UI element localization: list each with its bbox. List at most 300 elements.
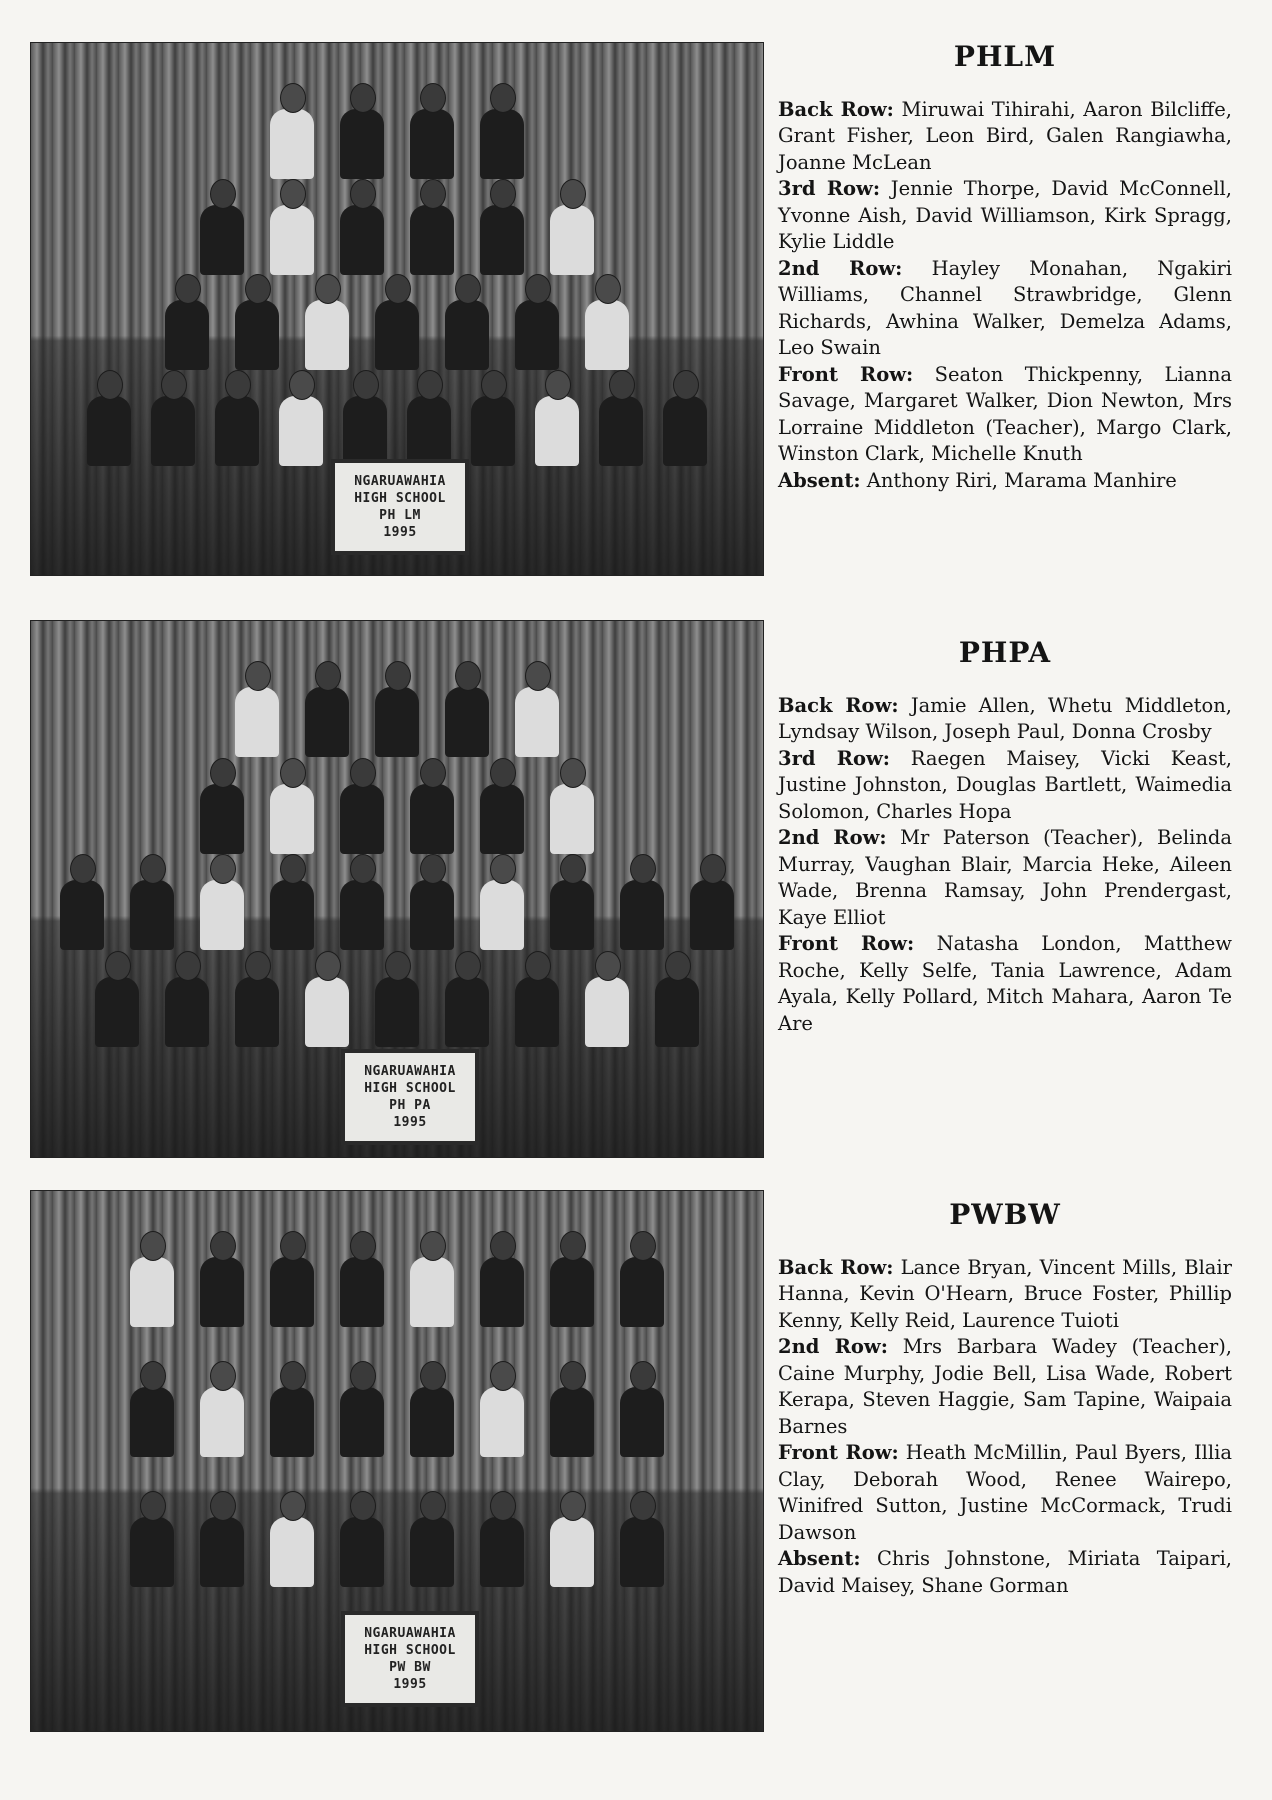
- student-figure: [620, 1231, 664, 1327]
- student-uniform: [130, 1517, 174, 1587]
- student-figure: [340, 179, 384, 275]
- class-caption-pwbw: [778, 1198, 1233, 1599]
- student-figure: [550, 179, 594, 275]
- student-figure: [235, 951, 279, 1047]
- student-figure: [305, 951, 349, 1047]
- student-head: [420, 1361, 446, 1391]
- student-figure: [515, 951, 559, 1047]
- class-photo-pwbw: [30, 1190, 764, 1732]
- student-figure: [340, 1361, 384, 1457]
- student-head: [210, 758, 236, 788]
- row-label: 2nd Row:: [778, 1335, 888, 1358]
- student-figure: [130, 854, 174, 950]
- row-label: Absent:: [778, 1547, 861, 1570]
- sign-line-year: 1995: [393, 1677, 427, 1692]
- student-figure: [200, 854, 244, 950]
- student-head: [140, 1491, 166, 1521]
- student-head: [490, 1231, 516, 1261]
- student-figure: [445, 274, 489, 370]
- student-head: [210, 1361, 236, 1391]
- student-uniform: [340, 205, 384, 275]
- sign-line-class: PW BW: [389, 1660, 431, 1675]
- student-head: [490, 1361, 516, 1391]
- student-head: [280, 179, 306, 209]
- student-uniform: [375, 300, 419, 370]
- student-figure: [471, 370, 515, 466]
- student-head: [97, 370, 123, 400]
- student-uniform: [410, 1387, 454, 1457]
- student-figure: [279, 370, 323, 466]
- row-names: Mr Paterson (Teacher), Belinda Murray, Vaughan Blair, Marcia Heke, Aileen Wade, Brenna Ramsay, John Prendergast, Kaye Elliot: [778, 826, 1233, 929]
- caption-row: [778, 256, 1232, 362]
- student-uniform: [620, 1257, 664, 1327]
- student-figure: [410, 758, 454, 854]
- sign-line-class: PH LM: [379, 508, 421, 523]
- student-uniform: [407, 396, 451, 466]
- student-uniform: [343, 396, 387, 466]
- student-figure: [270, 854, 314, 950]
- student-uniform: [655, 977, 699, 1047]
- student-figure: [130, 1361, 174, 1457]
- row-names: Hayley Monahan, Ngakiri Williams, Channel Strawbridge, Glenn Richards, Awhina Walker, Demelza Adams, Leo Swain: [778, 256, 1232, 359]
- student-uniform: [270, 1517, 314, 1587]
- student-figure: [480, 1361, 524, 1457]
- student-head: [280, 1231, 306, 1261]
- student-figure: [535, 370, 579, 466]
- student-figure: [340, 83, 384, 179]
- student-head: [105, 951, 131, 981]
- student-head: [245, 274, 271, 304]
- student-head: [280, 1361, 306, 1391]
- student-head: [350, 1231, 376, 1261]
- sign-line-school: NGARUAWAHIA: [364, 1064, 456, 1079]
- student-uniform: [550, 205, 594, 275]
- student-figure: [270, 758, 314, 854]
- student-uniform: [87, 396, 131, 466]
- student-head: [417, 370, 443, 400]
- student-figure: [480, 758, 524, 854]
- student-head: [161, 370, 187, 400]
- student-head: [210, 854, 236, 884]
- student-head: [315, 951, 341, 981]
- sign-line-class: PH PA: [389, 1098, 431, 1113]
- row-label: Back Row:: [778, 1255, 894, 1279]
- student-head: [315, 274, 341, 304]
- student-figure: [375, 274, 419, 370]
- student-uniform: [480, 1517, 524, 1587]
- student-figure: [480, 1231, 524, 1327]
- student-head: [560, 854, 586, 884]
- student-uniform: [200, 784, 244, 854]
- row-label: 2nd Row:: [778, 826, 887, 849]
- student-uniform: [215, 396, 259, 466]
- student-figure: [410, 854, 454, 950]
- student-figure: [480, 1491, 524, 1587]
- student-figure: [375, 661, 419, 757]
- row-names: Chris Johnstone, Miriata Taipari, David Maisey, Shane Gorman: [778, 1547, 1233, 1597]
- student-head: [315, 661, 341, 691]
- student-head: [490, 854, 516, 884]
- student-uniform: [340, 1517, 384, 1587]
- student-head: [560, 1361, 586, 1391]
- student-figure: [407, 370, 451, 466]
- student-uniform: [200, 880, 244, 950]
- student-uniform: [270, 784, 314, 854]
- row-names: Seaton Thickpenny, Lianna Savage, Margaret Walker, Dion Newton, Mrs Lorraine Middleton (Teacher), Margo Clark, Winston Clark, Michelle Knuth: [778, 362, 1233, 465]
- student-head: [490, 1491, 516, 1521]
- student-head: [420, 83, 446, 113]
- student-head: [630, 854, 656, 884]
- student-figure: [200, 1231, 244, 1327]
- student-uniform: [550, 1517, 594, 1587]
- student-head: [353, 370, 379, 400]
- student-figure: [340, 1491, 384, 1587]
- student-head: [420, 854, 446, 884]
- class-caption-phlm: [778, 40, 1233, 494]
- student-figure: [270, 1361, 314, 1457]
- student-uniform: [445, 687, 489, 757]
- class-code-heading: PWBW: [949, 1198, 1061, 1231]
- student-uniform: [130, 1257, 174, 1327]
- student-head: [630, 1361, 656, 1391]
- student-head: [630, 1491, 656, 1521]
- student-head: [70, 854, 96, 884]
- row-label: 3rd Row:: [778, 177, 881, 200]
- student-uniform: [235, 687, 279, 757]
- student-figure: [235, 274, 279, 370]
- student-uniform: [270, 205, 314, 275]
- student-figure: [620, 854, 664, 950]
- student-figure: [130, 1491, 174, 1587]
- student-uniform: [480, 784, 524, 854]
- student-uniform: [480, 880, 524, 950]
- student-uniform: [515, 300, 559, 370]
- student-uniform: [480, 1257, 524, 1327]
- row-names: Lance Bryan, Vincent Mills, Blair Hanna, Kevin O'Hearn, Bruce Foster, Phillip Kenny, Kelly Reid, Laurence Tuioti: [778, 1255, 1232, 1332]
- sign-line-school: NGARUAWAHIA: [354, 474, 446, 489]
- student-head: [225, 370, 251, 400]
- student-uniform: [410, 109, 454, 179]
- caption-row: [778, 97, 1232, 177]
- student-figure: [410, 1361, 454, 1457]
- student-head: [700, 854, 726, 884]
- student-uniform: [130, 880, 174, 950]
- student-figure: [410, 1491, 454, 1587]
- student-head: [560, 1231, 586, 1261]
- student-figure: [60, 854, 104, 950]
- sign-line-year: 1995: [383, 525, 417, 540]
- student-head: [490, 179, 516, 209]
- student-figure: [620, 1491, 664, 1587]
- student-uniform: [550, 1257, 594, 1327]
- student-uniform: [410, 1257, 454, 1327]
- student-figure: [585, 274, 629, 370]
- student-uniform: [235, 977, 279, 1047]
- caption-row: [778, 825, 1232, 931]
- student-uniform: [585, 300, 629, 370]
- row-label: Absent:: [778, 468, 861, 492]
- student-figure: [410, 179, 454, 275]
- student-figure: [690, 854, 734, 950]
- student-head: [545, 370, 571, 400]
- row-label: Back Row:: [778, 97, 894, 121]
- student-head: [595, 951, 621, 981]
- student-uniform: [95, 977, 139, 1047]
- student-head: [490, 758, 516, 788]
- student-uniform: [375, 687, 419, 757]
- student-head: [175, 951, 201, 981]
- student-uniform: [410, 205, 454, 275]
- student-figure: [550, 1491, 594, 1587]
- row-label: Back Row:: [778, 693, 899, 717]
- student-head: [455, 274, 481, 304]
- student-figure: [200, 179, 244, 275]
- student-head: [560, 1491, 586, 1521]
- student-uniform: [270, 109, 314, 179]
- student-uniform: [515, 977, 559, 1047]
- student-head: [665, 951, 691, 981]
- row-names: Jennie Thorpe, David McConnell, Yvonne Aish, David Williamson, Kirk Spragg, Kylie Liddle: [778, 177, 1232, 253]
- student-head: [481, 370, 507, 400]
- row-label: Front Row:: [778, 362, 914, 386]
- student-head: [350, 1491, 376, 1521]
- sign-line-school: NGARUAWAHIA: [364, 1626, 456, 1641]
- student-head: [350, 83, 376, 113]
- student-uniform: [235, 300, 279, 370]
- class-caption-phpa: [778, 636, 1233, 1037]
- student-uniform: [305, 977, 349, 1047]
- row-label: Front Row:: [778, 1441, 899, 1464]
- student-figure: [165, 274, 209, 370]
- caption-row: [778, 1546, 1232, 1599]
- student-uniform: [535, 396, 579, 466]
- student-head: [280, 854, 306, 884]
- student-figure: [340, 854, 384, 950]
- row-names: Miruwai Tihirahi, Aaron Bilcliffe, Grant Fisher, Leon Bird, Galen Rangiawha, Joanne McLean: [778, 97, 1232, 174]
- student-head: [560, 179, 586, 209]
- student-head: [210, 1231, 236, 1261]
- student-uniform: [410, 880, 454, 950]
- student-uniform: [305, 687, 349, 757]
- caption-row: [778, 362, 1232, 468]
- student-head: [420, 179, 446, 209]
- student-figure: [599, 370, 643, 466]
- student-head: [350, 1361, 376, 1391]
- sign-line-school-type: HIGH SCHOOL: [364, 1081, 456, 1096]
- student-uniform: [445, 300, 489, 370]
- student-figure: [480, 179, 524, 275]
- student-head: [455, 951, 481, 981]
- student-uniform: [375, 977, 419, 1047]
- class-sign: [341, 1611, 479, 1707]
- student-uniform: [340, 784, 384, 854]
- caption-row: [778, 931, 1232, 1037]
- student-figure: [550, 854, 594, 950]
- student-uniform: [200, 1257, 244, 1327]
- row-names: Jamie Allen, Whetu Middleton, Lyndsay Wilson, Joseph Paul, Donna Crosby: [778, 693, 1232, 743]
- student-head: [210, 179, 236, 209]
- student-uniform: [585, 977, 629, 1047]
- class-photo-phpa: [30, 620, 764, 1158]
- student-uniform: [410, 784, 454, 854]
- student-figure: [663, 370, 707, 466]
- student-head: [289, 370, 315, 400]
- class-sign: [341, 1049, 479, 1145]
- student-uniform: [599, 396, 643, 466]
- student-head: [420, 1491, 446, 1521]
- student-uniform: [305, 300, 349, 370]
- student-head: [385, 951, 411, 981]
- student-figure: [410, 83, 454, 179]
- student-figure: [165, 951, 209, 1047]
- student-figure: [305, 661, 349, 757]
- row-label: Front Row:: [778, 932, 915, 955]
- student-uniform: [200, 1387, 244, 1457]
- student-uniform: [690, 880, 734, 950]
- caption-row: [778, 693, 1232, 746]
- student-figure: [95, 951, 139, 1047]
- student-uniform: [620, 880, 664, 950]
- student-head: [280, 1491, 306, 1521]
- class-photo-phlm: [30, 42, 764, 576]
- student-figure: [480, 854, 524, 950]
- caption-row: [778, 176, 1232, 256]
- student-uniform: [151, 396, 195, 466]
- student-uniform: [550, 880, 594, 950]
- student-head: [350, 179, 376, 209]
- student-uniform: [60, 880, 104, 950]
- row-names: Heath McMillin, Paul Byers, Illia Clay, Deborah Wood, Renee Wairepo, Winifred Sutton, Justine McCormack, Trudi Dawson: [778, 1441, 1232, 1544]
- student-head: [245, 951, 271, 981]
- student-uniform: [445, 977, 489, 1047]
- student-head: [525, 661, 551, 691]
- student-figure: [200, 1491, 244, 1587]
- student-uniform: [165, 977, 209, 1047]
- student-head: [350, 854, 376, 884]
- student-figure: [620, 1361, 664, 1457]
- student-uniform: [550, 784, 594, 854]
- student-uniform: [200, 205, 244, 275]
- student-head: [490, 83, 516, 113]
- student-head: [385, 274, 411, 304]
- row-names: Natasha London, Matthew Roche, Kelly Selfe, Tania Lawrence, Adam Ayala, Kelly Pollard, Mitch Mahara, Aaron Te Are: [778, 932, 1232, 1035]
- sign-line-year: 1995: [393, 1115, 427, 1130]
- student-head: [420, 758, 446, 788]
- student-figure: [305, 274, 349, 370]
- row-label: 3rd Row:: [778, 746, 890, 770]
- student-head: [385, 661, 411, 691]
- student-figure: [340, 1231, 384, 1327]
- student-uniform: [340, 880, 384, 950]
- student-uniform: [620, 1517, 664, 1587]
- caption-row: [778, 1255, 1232, 1335]
- student-figure: [340, 758, 384, 854]
- student-figure: [445, 951, 489, 1047]
- student-head: [350, 758, 376, 788]
- student-figure: [87, 370, 131, 466]
- student-figure: [550, 1231, 594, 1327]
- student-uniform: [340, 109, 384, 179]
- student-figure: [215, 370, 259, 466]
- student-head: [560, 758, 586, 788]
- student-head: [140, 854, 166, 884]
- student-uniform: [340, 1257, 384, 1327]
- student-figure: [480, 83, 524, 179]
- student-uniform: [480, 109, 524, 179]
- student-uniform: [663, 396, 707, 466]
- student-figure: [410, 1231, 454, 1327]
- student-uniform: [270, 1387, 314, 1457]
- student-figure: [235, 661, 279, 757]
- student-figure: [130, 1231, 174, 1327]
- row-names: Raegen Maisey, Vicki Keast, Justine Johnston, Douglas Bartlett, Waimedia Solomon, Charles Hopa: [778, 746, 1232, 823]
- student-uniform: [165, 300, 209, 370]
- student-uniform: [410, 1517, 454, 1587]
- student-head: [210, 1491, 236, 1521]
- student-figure: [200, 758, 244, 854]
- student-figure: [151, 370, 195, 466]
- student-head: [609, 370, 635, 400]
- student-figure: [270, 179, 314, 275]
- student-uniform: [620, 1387, 664, 1457]
- class-code-heading: PHLM: [953, 40, 1057, 73]
- student-uniform: [340, 1387, 384, 1457]
- student-uniform: [515, 687, 559, 757]
- student-figure: [515, 661, 559, 757]
- row-label: 2nd Row:: [778, 256, 903, 280]
- student-head: [673, 370, 699, 400]
- student-head: [455, 661, 481, 691]
- student-head: [595, 274, 621, 304]
- student-head: [280, 758, 306, 788]
- student-uniform: [550, 1387, 594, 1457]
- student-figure: [550, 1361, 594, 1457]
- student-uniform: [279, 396, 323, 466]
- class-sign: [331, 459, 469, 555]
- student-head: [630, 1231, 656, 1261]
- student-head: [420, 1231, 446, 1261]
- student-head: [140, 1231, 166, 1261]
- student-head: [245, 661, 271, 691]
- student-figure: [445, 661, 489, 757]
- caption-row: [778, 1334, 1232, 1440]
- student-uniform: [480, 1387, 524, 1457]
- class-code-heading: PHPA: [958, 636, 1052, 669]
- student-head: [525, 951, 551, 981]
- caption-row: [778, 746, 1232, 826]
- student-figure: [270, 1231, 314, 1327]
- student-figure: [343, 370, 387, 466]
- student-figure: [585, 951, 629, 1047]
- caption-row: [778, 1440, 1232, 1546]
- student-uniform: [270, 1257, 314, 1327]
- student-head: [175, 274, 201, 304]
- student-figure: [550, 758, 594, 854]
- row-names: Anthony Riri, Marama Manhire: [866, 468, 1177, 492]
- student-head: [525, 274, 551, 304]
- student-figure: [375, 951, 419, 1047]
- student-figure: [655, 951, 699, 1047]
- row-names: Mrs Barbara Wadey (Teacher), Caine Murphy, Jodie Bell, Lisa Wade, Robert Kerapa, Steven Haggie, Sam Tapine, Waipaia Barnes: [778, 1335, 1232, 1438]
- student-uniform: [200, 1517, 244, 1587]
- student-uniform: [471, 396, 515, 466]
- student-figure: [515, 274, 559, 370]
- student-head: [140, 1361, 166, 1391]
- student-figure: [270, 1491, 314, 1587]
- student-uniform: [270, 880, 314, 950]
- student-head: [280, 83, 306, 113]
- student-figure: [270, 83, 314, 179]
